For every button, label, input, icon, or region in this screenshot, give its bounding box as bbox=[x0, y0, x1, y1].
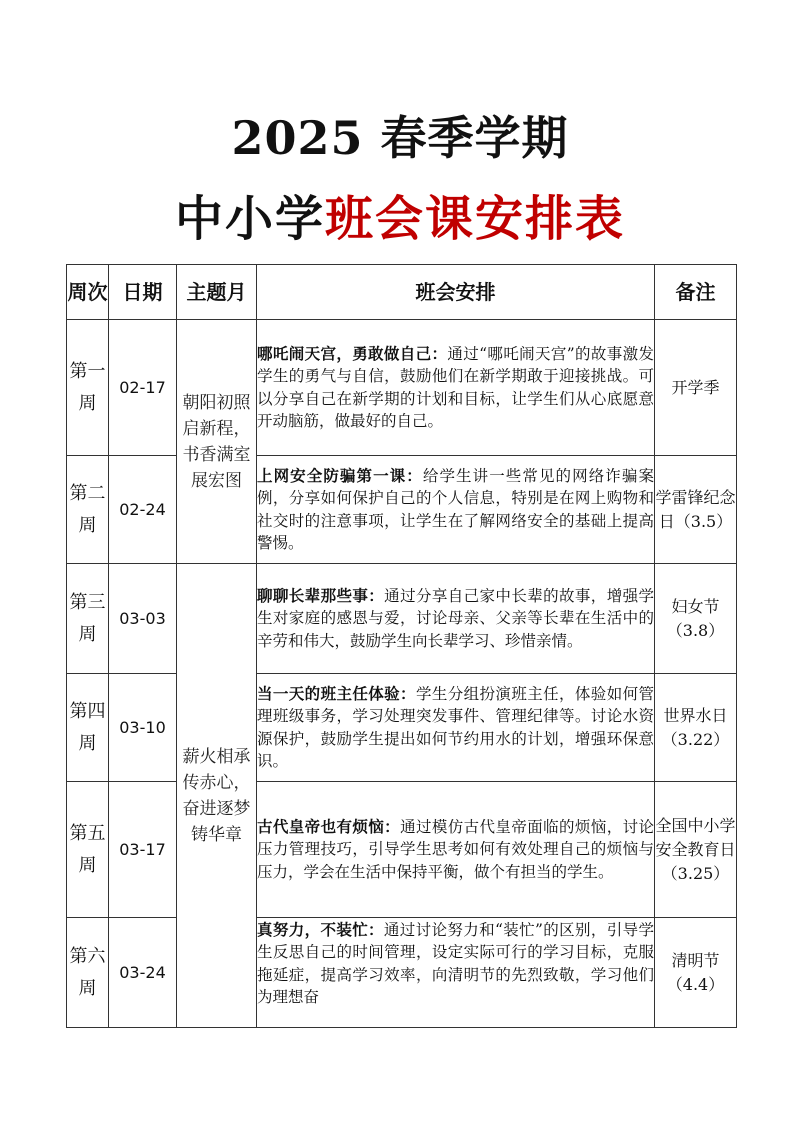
header-plan: 班会安排 bbox=[257, 265, 655, 320]
plan-text: 通过模仿古代皇帝面临的烦恼，讨论压力管理技巧，引导学生思考如何有效处理自己的烦恼与压力，学会在生活中保持平衡，做个有担当的学生。 bbox=[257, 817, 654, 881]
week-cell: 第四周 bbox=[67, 674, 109, 782]
plan-title: 当一天的班主任体验： bbox=[257, 683, 416, 703]
note-cell: 清明节（4.4） bbox=[655, 918, 737, 1028]
date-cell: 03-24 bbox=[109, 918, 177, 1028]
note-cell: 世界水日（3.22） bbox=[655, 674, 737, 782]
document-title: 2025 春季学期 bbox=[231, 111, 569, 165]
plan-cell bbox=[257, 674, 655, 782]
plan-text: 通过讨论努力和“装忙”的区别，引导学生反思自己的时间管理，设定实际可行的学习目标，克服拖延症，提高学习效率，向清明节的先烈致敬，学习他们为理想奋 bbox=[257, 920, 654, 1006]
plan-text: 学生分组扮演班主任，体验如何管理班级事务，学习处理突发事件、管理纪律等。讨论水资源保护，鼓励学生提出如何节约用水的计划，增强环保意识。 bbox=[257, 684, 654, 770]
date-cell: 02-24 bbox=[109, 456, 177, 564]
plan-text: 给学生讲一些常见的网络诈骗案例，分享如何保护自己的个人信息，特别是在网上购物和社交时的注意事项，让学生在了解网络安全的基础上提高警惕。 bbox=[257, 466, 654, 552]
table-row bbox=[67, 918, 737, 1028]
plan-cell bbox=[257, 320, 655, 456]
plan-text: 通过分享自己家中长辈的故事，增强学生对家庭的感恩与爱，讨论母亲、父亲等长辈在生活中的辛劳和伟大，鼓励学生向长辈学习、珍惜亲情。 bbox=[257, 586, 654, 650]
header-week: 周次 bbox=[67, 265, 109, 320]
plan-title: 聊聊长辈那些事： bbox=[257, 585, 385, 605]
plan-cell bbox=[257, 564, 655, 674]
week-cell: 第五周 bbox=[67, 782, 109, 918]
week-cell: 第六周 bbox=[67, 918, 109, 1028]
theme-month-cell: 朝阳初照 启新程，书香满室 展宏图 bbox=[177, 320, 257, 564]
note-cell: 开学季 bbox=[655, 320, 737, 456]
week-cell: 第一周 bbox=[67, 320, 109, 456]
week-cell: 第二周 bbox=[67, 456, 109, 564]
subtitle-black: 中小学 bbox=[174, 191, 325, 247]
week-cell: 第三周 bbox=[67, 564, 109, 674]
subtitle-red: 班会课安排表 bbox=[325, 191, 626, 247]
plan-clip bbox=[257, 919, 654, 1027]
date-cell: 03-10 bbox=[109, 674, 177, 782]
table-header-row bbox=[67, 265, 737, 320]
header-note: 备注 bbox=[655, 265, 737, 320]
table-row bbox=[67, 674, 737, 782]
table-row bbox=[67, 456, 737, 564]
plan-cell bbox=[257, 918, 655, 1028]
plan-cell bbox=[257, 782, 655, 918]
table-row bbox=[67, 782, 737, 918]
plan-title: 真努力，不装忙： bbox=[257, 919, 384, 939]
plan-title: 古代皇帝也有烦恼： bbox=[257, 816, 401, 836]
date-cell: 03-03 bbox=[109, 564, 177, 674]
table-row bbox=[67, 320, 737, 456]
date-cell: 02-17 bbox=[109, 320, 177, 456]
plan-cell bbox=[257, 456, 655, 564]
document-subtitle bbox=[0, 188, 800, 250]
plan-text: 通过“哪吒闹天宫”的故事激发学生的勇气与自信，鼓励他们在新学期敢于迎接挑战。可以分享自己在新学期的计划和目标，让学生们从心底愿意开动脑筋，做最好的自己。 bbox=[257, 344, 654, 430]
plan-title: 上网安全防骗第一课： bbox=[257, 465, 423, 485]
header-date: 日期 bbox=[109, 265, 177, 320]
note-cell: 学雷锋纪念日（3.5） bbox=[655, 456, 737, 564]
theme-month-cell: 薪火相承 传赤心，奋进逐梦 铸华章 bbox=[177, 564, 257, 1028]
date-cell: 03-17 bbox=[109, 782, 177, 918]
plan-title: 哪吒闹天宫，勇敢做自己： bbox=[257, 343, 448, 363]
table-row bbox=[67, 564, 737, 674]
header-theme: 主题月 bbox=[177, 265, 257, 320]
schedule-table bbox=[66, 264, 737, 1028]
note-cell: 妇女节（3.8） bbox=[655, 564, 737, 674]
note-cell: 全国中小学安全教育日（3.25） bbox=[655, 782, 737, 918]
